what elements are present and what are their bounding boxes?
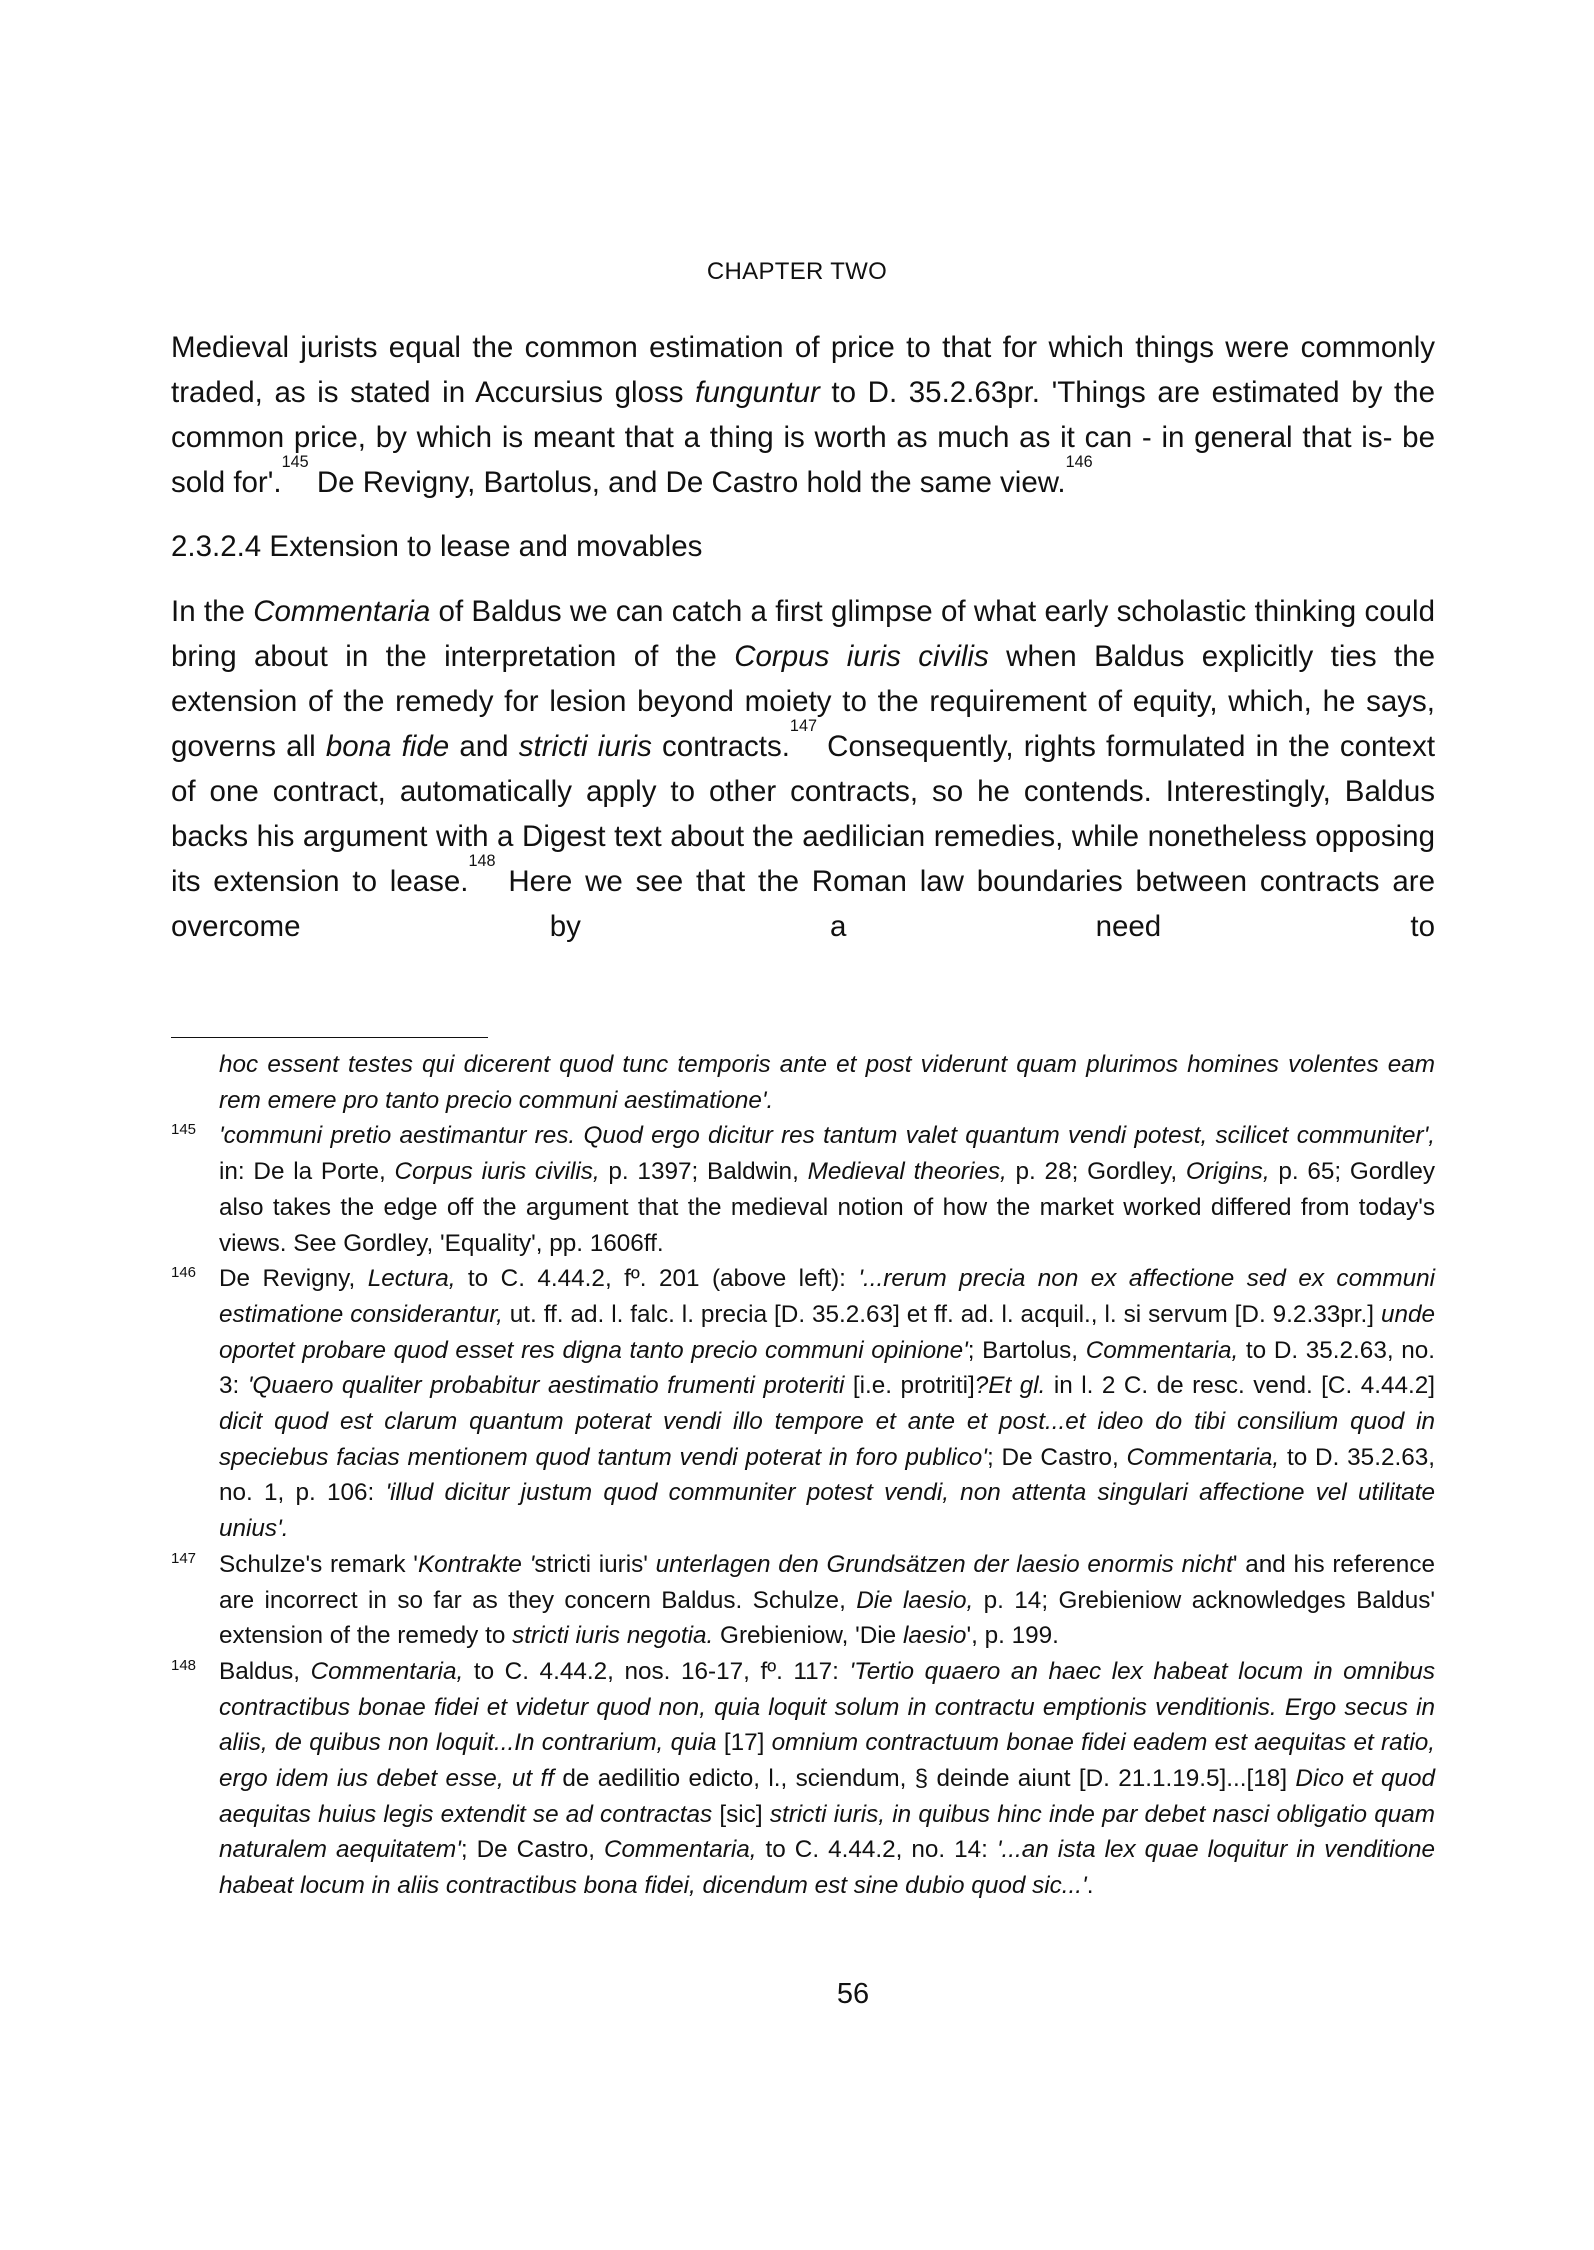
footnote-number: 148 [171, 1656, 197, 1674]
footnote-reference[interactable]: 147 [789, 717, 817, 736]
italic-text: Die laesio, [856, 1586, 974, 1614]
italic-text: 'Quaero qualiter probabitur aestimatio frumenti proteriti [247, 1372, 845, 1400]
italic-text: Commentaria [253, 595, 431, 628]
text-run: ut. ff. ad. l. falc. l. precia [D. 35.2.63] et ff. ad. l. acquil., l. si servum [D. 9.2.33pr.] [502, 1300, 1381, 1328]
italic-text: stricti iuris [518, 730, 652, 763]
italic-text: Kontrakte ' [417, 1550, 535, 1578]
text-run: in: De la Porte, [219, 1158, 395, 1186]
italic-text: Medieval theories, [807, 1158, 1007, 1186]
text-run: de aedilitio edicto, l., sciendum, § deinde aiunt [D. 21.1.19.5]...[18] [554, 1765, 1296, 1793]
running-header: CHAPTER TWO [706, 258, 888, 285]
text-run: Medieval jurists equal the common estimation of price to that for which things were commonly traded, as is stated in Accursius gloss [171, 331, 1435, 409]
footnotes [171, 1047, 1435, 1904]
section-heading: 2.3.2.4 Extension to lease and movables [171, 530, 703, 563]
text-run: to D. 35.2.63, no. 3: [219, 1336, 1435, 1400]
text-run: p. 65; Gordley also takes the edge off the argument that the medieval notion of how the market worked differed from today's views. See Gordley, 'Equality', pp. 1606ff. [219, 1158, 1435, 1257]
italic-text: '...rerum precia non ex affectione sed ex communi estimatione considerantur, [219, 1265, 1435, 1328]
text-run: ; Bartolus, [967, 1336, 1086, 1364]
body-paragraph-2 [171, 589, 1435, 949]
text-run: [17] [716, 1729, 772, 1757]
text-run: De Revigny, [219, 1265, 368, 1293]
text-run: [i.e. protriti] [844, 1372, 975, 1400]
footnote-text [219, 1122, 1435, 1256]
text-run: p. 1397; Baldwin, [599, 1158, 808, 1186]
footnote-text [219, 1051, 1435, 1114]
footnote-continuation [171, 1047, 1435, 1118]
footnote-reference[interactable]: 148 [468, 852, 496, 871]
text-run: In the [171, 595, 254, 628]
italic-text: Origins, [1185, 1158, 1270, 1186]
italic-text: funguntur [695, 376, 820, 409]
footnote-text [219, 1265, 1435, 1542]
text-run: to D. 35.2.63pr. 'Things are estimated by the common price, by which is meant that a thing is worth as much as it can - in general that is- be sold for'. [171, 376, 1435, 499]
italic-text: Lectura, [367, 1265, 456, 1293]
italic-text: stricti iuris, in quibus hinc inde par debet nasci obligatio quam naturalem aequitatem' [219, 1800, 1435, 1864]
page-number: 56 [836, 1978, 870, 2010]
footnote-145 [171, 1118, 1435, 1261]
main-text [171, 325, 1435, 968]
text-run: of Baldus we can catch a first glimpse of what early scholastic thinking could bring about in the interpretation of the [171, 595, 1435, 673]
italic-text: omnium contractuum bonae fidei eadem est aequitas et ratio, ergo idem ius debet esse, ut ff [219, 1729, 1436, 1793]
italic-text: laesio [902, 1622, 967, 1650]
text-run: Baldus, [219, 1657, 311, 1685]
italic-text: hoc essent testes qui dicerent quod tunc temporis ante et post viderunt quam plurimos homines volentes eam rem emere pro tanto precio communi aestimatione'. [219, 1051, 1435, 1114]
italic-text: 'communi pretio aestimantur res. Quod ergo dicitur res tantum valet quantum vendi potest, scilicet communiter', [219, 1122, 1435, 1150]
text-run: when Baldus explicitly ties the extension of the remedy for lesion beyond moiety to the requirement of equity, which, he says, governs all [171, 640, 1436, 763]
text-run: ' and his reference are incorrect in so far as they concern Baldus. Schulze, [219, 1550, 1435, 1614]
text-run: ; De Castro, [986, 1443, 1127, 1471]
text-run: and [449, 730, 519, 763]
body-paragraph-1 [171, 325, 1435, 505]
footnote-text [219, 1551, 1435, 1649]
text-run: ', p. 199. [966, 1622, 1059, 1650]
footnote-number: 147 [171, 1549, 197, 1567]
italic-text: 'Tertio quaero an haec lex habeat locum in omnibus contractibus bonae fidei et videtur quod non, quia loquit solum in contractu emptionis venditionis. Ergo secus in aliis, de quibus non loquit...In contrarium, quia [219, 1657, 1436, 1757]
text-run: Consequently, rights formulated in the context of one contract, automatically apply to other contracts, so he contends. Interestingly, Baldus backs his argument with a Digest text about the aedilician remedies, while nonetheless opposing its extension to lease. [171, 730, 1436, 898]
footnote-number: 145 [171, 1121, 197, 1139]
footnote-148 [171, 1654, 1435, 1904]
text-run: to C. 4.44.2, nos. 16-17, fº. 117: [463, 1657, 850, 1685]
italic-text: Commentaria, [1126, 1443, 1280, 1471]
text-run: stricti iuris' [534, 1550, 656, 1578]
footnote-reference[interactable]: 146 [1065, 453, 1093, 472]
italic-text: bona fide [325, 730, 450, 763]
italic-text: 'illud dicitur justum quod communiter potest vendi, non attenta singulari affectione vel utilitate unius'. [219, 1479, 1435, 1543]
text-run: Schulze's remark ' [219, 1550, 418, 1578]
text-run: contracts. [651, 730, 790, 763]
italic-text: stricti iuris negotia. [512, 1622, 714, 1650]
text-run: to C. 4.44.2, fº. 201 (above left): [455, 1265, 859, 1293]
footnote-reference[interactable]: 145 [281, 453, 309, 472]
text-run: to D. 35.2.63, no. 1, p. 106: [219, 1443, 1435, 1507]
footnote-147 [171, 1547, 1435, 1654]
footnote-separator [171, 1037, 488, 1038]
italic-text: Commentaria, [1085, 1336, 1239, 1364]
italic-text: unterlagen den Grundsätzen der laesio enormis nicht [655, 1550, 1233, 1578]
text-run: p. 28; Gordley, [1006, 1158, 1186, 1186]
italic-text: ?Et gl. [974, 1372, 1046, 1400]
italic-text: Dico et quod aequitas huius legis extendit se ad contractas [219, 1765, 1436, 1828]
footnote-146 [171, 1261, 1435, 1547]
text-run: to C. 4.44.2, no. 14: [756, 1836, 997, 1864]
italic-text: unde oportet probare quod esset res digna tanto precio communi opinione' [219, 1300, 1435, 1364]
text-run: [sic] [712, 1800, 770, 1828]
italic-text: Corpus iuris civilis, [394, 1158, 600, 1186]
text-run: . [1086, 1872, 1094, 1900]
text-run: ; De Castro, [460, 1836, 604, 1864]
italic-text: Commentaria, [310, 1657, 464, 1685]
text-run: De Revigny, Bartolus, and De Castro hold the same view. [308, 466, 1066, 499]
text-run: Grebieniow, 'Die [713, 1622, 903, 1650]
italic-text: '...an ista lex quae loquitur in venditione habeat locum in aliis contractibus bona fidei, dicendum est sine dubio quod sic...' [219, 1836, 1436, 1900]
text-run: Here we see that the Roman law boundaries between contracts are overcome by a need to [171, 865, 1435, 943]
italic-text: Commentaria, [603, 1836, 757, 1864]
footnote-text [219, 1658, 1435, 1899]
text-run: p. 14; Grebieniow acknowledges Baldus' extension of the remedy to [219, 1586, 1435, 1650]
footnote-number: 146 [171, 1264, 197, 1282]
italic-text: dicit quod est clarum quantum poterat vendi illo tempore et ante et post...et ideo do tibi consilium quod in speciebus facias mentionem quod tantum vendi poterat in foro publico' [219, 1408, 1435, 1471]
text-run: in l. 2 C. de resc. vend. [C. 4.44.2] [1045, 1372, 1436, 1400]
italic-text: Corpus iuris civilis [734, 640, 989, 673]
